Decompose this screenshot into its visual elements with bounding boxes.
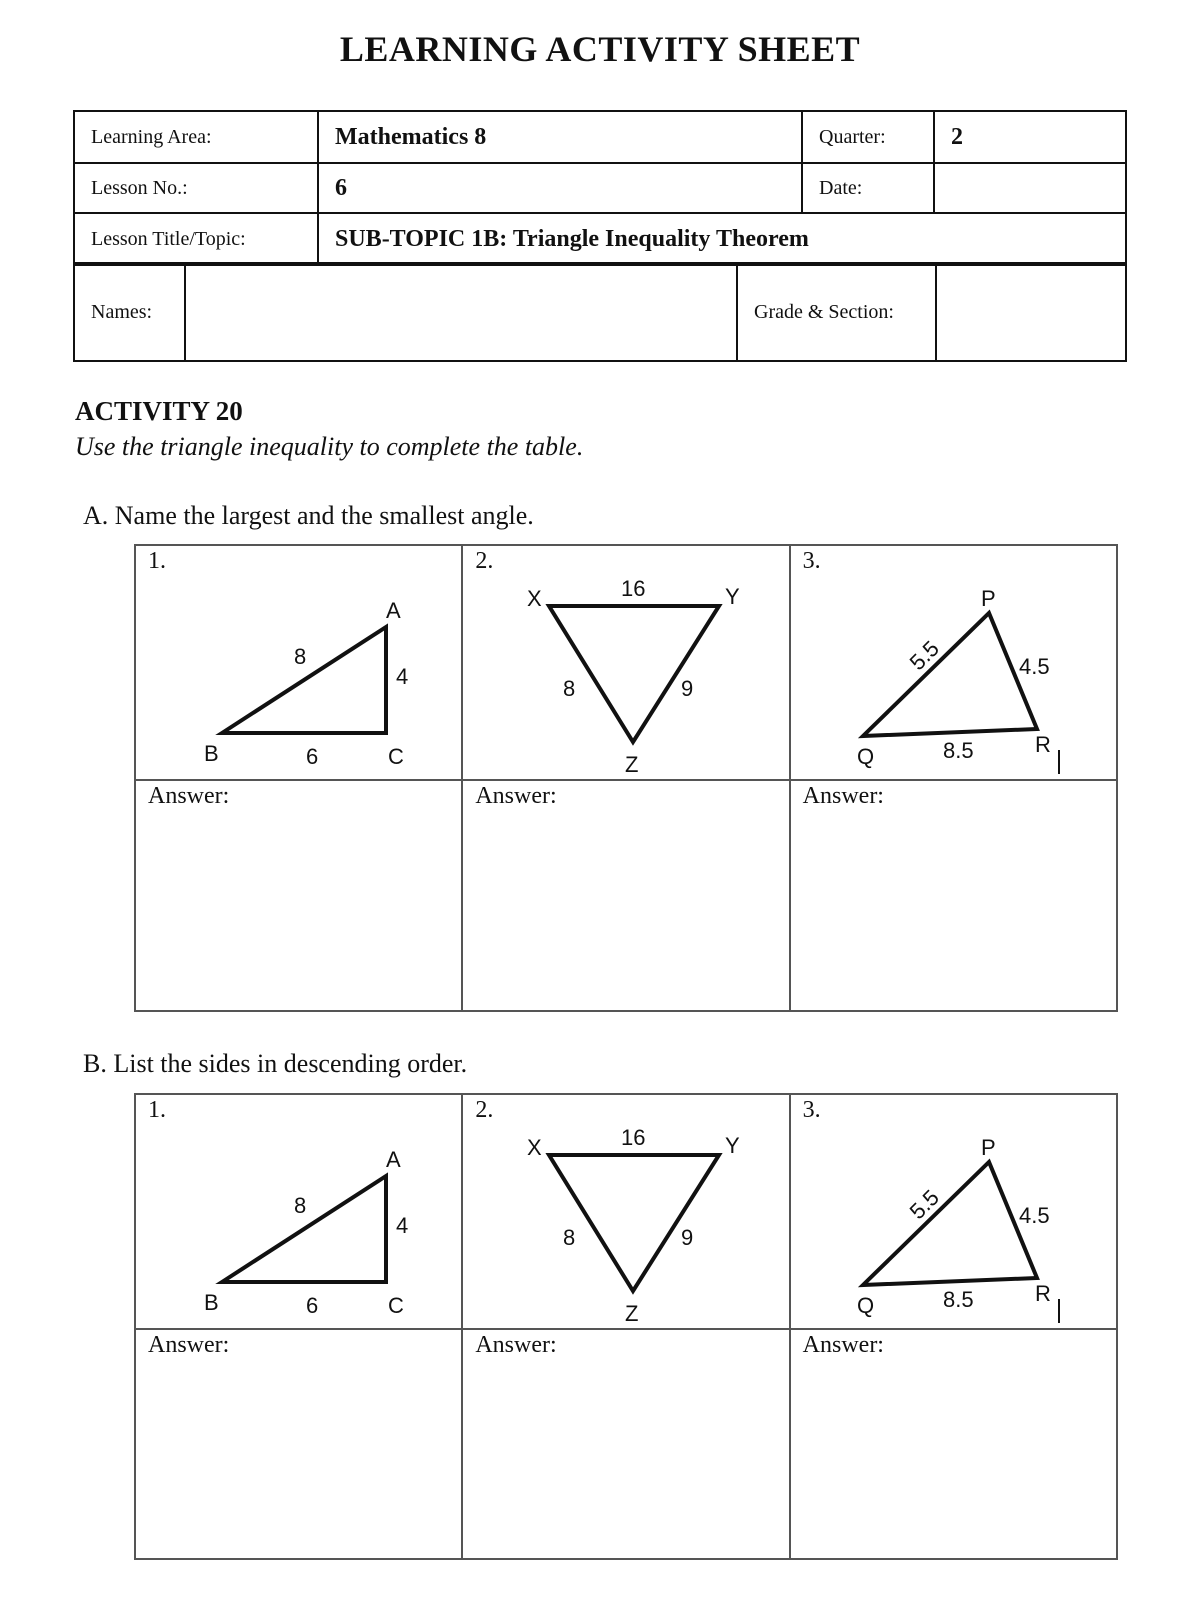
- triangle-pqr: [791, 1095, 1117, 1323]
- side-label: 5.5: [904, 635, 944, 676]
- section-a-grid: [134, 544, 1118, 1012]
- item-number: 1.: [148, 1097, 166, 1123]
- vertex-label: B: [204, 741, 219, 766]
- side-label: 16: [621, 576, 646, 601]
- answer-label: Answer:: [475, 1332, 557, 1358]
- section-b-figure-cell-1: [135, 1094, 462, 1329]
- vertex-label: Q: [856, 1293, 874, 1318]
- answer-cell[interactable]: [135, 1329, 462, 1559]
- activity-instruction: Use the triangle inequality to complete the table.: [75, 432, 584, 461]
- side-label: 4: [396, 664, 409, 689]
- vertex-label: X: [527, 586, 543, 611]
- answer-label: Answer:: [475, 783, 557, 809]
- vertex-label: Y: [725, 1133, 741, 1158]
- section-b-prompt: B. List the sides in descending order.: [83, 1049, 468, 1078]
- answer-label: Answer:: [148, 1332, 230, 1358]
- section-b-figure-cell-2: [462, 1094, 789, 1329]
- vertex-label: Z: [625, 1301, 639, 1323]
- vertex-label: P: [980, 1135, 996, 1160]
- quarter-value: 2: [934, 111, 1126, 163]
- answer-cell[interactable]: [462, 1329, 789, 1559]
- lesson-no-label: Lesson No.:: [74, 163, 318, 213]
- lesson-title-value: SUB-TOPIC 1B: Triangle Inequality Theorem: [318, 213, 1126, 265]
- lesson-no-value: 6: [318, 163, 802, 213]
- side-label: 5.5: [904, 1184, 944, 1225]
- item-number: 2.: [475, 548, 494, 574]
- triangle-xyz: [463, 1095, 789, 1323]
- vertex-label: P: [980, 586, 996, 611]
- vertex-label: C: [388, 1293, 404, 1318]
- section-a-figure-cell-1: [135, 545, 462, 780]
- triangle-abc: [136, 1095, 462, 1323]
- side-label: 4.5: [1018, 654, 1050, 679]
- triangle-abc: [136, 546, 462, 774]
- vertex-label: Y: [725, 584, 741, 609]
- section-a-figure-cell-2: [462, 545, 789, 780]
- answer-cell[interactable]: [790, 780, 1117, 1011]
- answer-label: Answer:: [802, 783, 884, 809]
- side-label: 6: [306, 1293, 319, 1318]
- section-a-prompt: A. Name the largest and the smallest angle.: [83, 501, 534, 530]
- side-label: 8: [294, 1193, 307, 1218]
- section-a-figure-cell-3: [790, 545, 1117, 780]
- info-table: [73, 110, 1127, 266]
- vertex-label: A: [386, 1147, 401, 1172]
- activity-heading: ACTIVITY 20: [75, 396, 243, 426]
- item-number: 2.: [475, 1097, 494, 1123]
- grade-section-label: Grade & Section:: [737, 263, 936, 361]
- vertex-label: Q: [856, 744, 874, 769]
- answer-cell[interactable]: [135, 780, 462, 1011]
- vertex-label: Z: [625, 752, 639, 774]
- triangle-xyz: [463, 546, 789, 774]
- names-field[interactable]: [185, 263, 737, 361]
- answer-label: Answer:: [148, 783, 230, 809]
- answer-label: Answer:: [802, 1332, 884, 1358]
- vertex-label: A: [386, 598, 401, 623]
- side-label: 8: [563, 1225, 576, 1250]
- sheet-title: LEARNING ACTIVITY SHEET: [339, 29, 861, 69]
- triangle-pqr: [791, 546, 1117, 774]
- quarter-label: Quarter:: [802, 111, 934, 163]
- item-number: 3.: [802, 1097, 821, 1123]
- names-table: [73, 262, 1127, 362]
- answer-cell[interactable]: [462, 780, 789, 1011]
- item-number: 3.: [802, 548, 821, 574]
- section-b-grid: [134, 1093, 1118, 1560]
- section-b-figure-cell-3: [790, 1094, 1117, 1329]
- side-label: 8: [563, 676, 576, 701]
- vertex-label: B: [204, 1290, 219, 1315]
- side-label: 4.5: [1018, 1203, 1050, 1228]
- side-label: 8.5: [942, 738, 974, 763]
- answer-cell[interactable]: [790, 1329, 1117, 1559]
- side-label: 8: [294, 644, 307, 669]
- grade-section-field[interactable]: [936, 263, 1126, 361]
- side-label: 16: [621, 1125, 646, 1150]
- names-label: Names:: [74, 263, 185, 361]
- learning-area-label: Learning Area:: [74, 111, 318, 163]
- learning-area-value: Mathematics 8: [318, 111, 802, 163]
- side-label: 6: [306, 744, 319, 769]
- vertex-label: R: [1034, 1281, 1051, 1306]
- vertex-label: C: [388, 744, 404, 769]
- lesson-title-label: Lesson Title/Topic:: [74, 213, 318, 265]
- side-label: 4: [396, 1213, 409, 1238]
- item-number: 1.: [148, 548, 166, 574]
- side-label: 9: [681, 1225, 694, 1250]
- date-label: Date:: [802, 163, 934, 213]
- vertex-label: R: [1034, 732, 1051, 757]
- date-field[interactable]: [934, 163, 1126, 213]
- side-label: 8.5: [942, 1287, 974, 1312]
- side-label: 9: [681, 676, 694, 701]
- vertex-label: X: [527, 1135, 543, 1160]
